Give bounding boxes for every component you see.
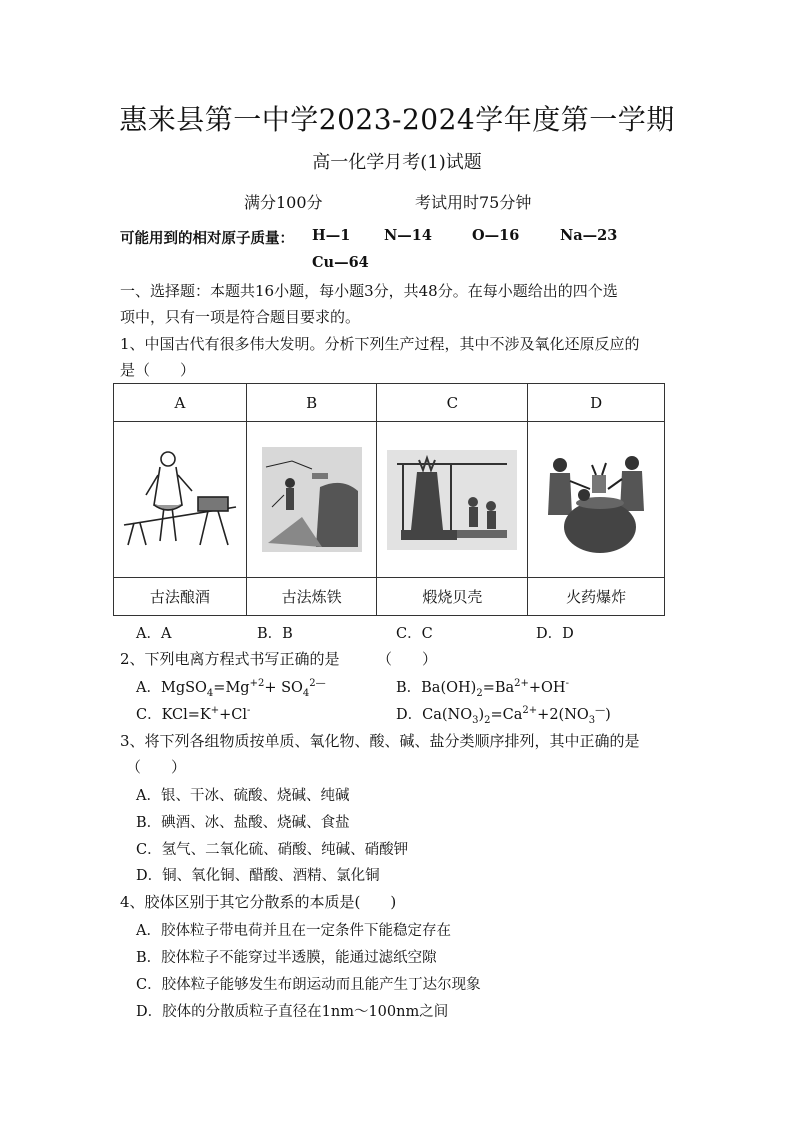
time-limit: 考试用时75分钟	[415, 193, 532, 212]
full-score: 满分100分	[244, 193, 323, 212]
q4-option-b: B．胶体粒子不能穿过半透膜，能通过滤纸空隙	[136, 950, 437, 966]
q1-image-a	[114, 422, 247, 578]
q1-image-d	[528, 422, 665, 578]
q1-caption-b: 古法炼铁	[246, 578, 377, 616]
gunpowder-explosion-illustration-icon	[536, 445, 656, 555]
q1-image-b	[246, 422, 377, 578]
q1-header-a: A	[114, 384, 247, 422]
q4-option-d: D．胶体的分散质粒子直径在1nm～100nm之间	[136, 1004, 449, 1020]
q2-option-a: A．$MgSO_4=Mg^{+2}+ SO_4^{2—}$	[136, 678, 326, 699]
q4-stem: 4、胶体区别于其它分散系的本质是( )	[120, 893, 397, 911]
atomic-mass-na: Na—23	[560, 227, 618, 244]
q1-stem-line2: 是（ ）	[120, 361, 196, 379]
q3-stem-line2: （ ）	[126, 758, 187, 776]
q1-table-header-row	[114, 384, 665, 422]
atomic-mass-cu: Cu—64	[312, 254, 369, 271]
q1-header-b: B	[246, 384, 377, 422]
atomic-mass-n: N—14	[384, 227, 432, 244]
q1-caption-a: 古法酿酒	[114, 578, 247, 616]
q1-header-d: D	[528, 384, 665, 422]
q2-option-d: D．$Ca(NO_3)_2=Ca^{2+}+2(NO_3^—)$	[396, 705, 611, 726]
atomic-mass-label: 可能用到的相对原子质量：	[120, 230, 294, 247]
q1-option-d: D．D	[536, 626, 574, 642]
q2-option-b: B．$Ba(OH)_2=Ba^{2+}+OH^-$	[396, 678, 569, 699]
q3-option-a: A．银、干冰、硫酸、烧碱、纯碱	[136, 788, 350, 804]
q3-stem-line1: 3、将下列各组物质按单质、氧化物、酸、碱、盐分类顺序排列，其中正确的是	[120, 732, 640, 750]
q1-header-c: C	[377, 384, 528, 422]
q1-table-caption-row	[114, 578, 665, 616]
q1-option-b: B．B	[257, 626, 293, 642]
exam-title: 惠来县第一中学2023-2024学年度第一学期	[119, 103, 675, 136]
q1-caption-c: 煅烧贝壳	[377, 578, 528, 616]
atomic-mass-o: O—16	[472, 227, 520, 244]
q4-option-c: C．胶体粒子能够发生布朗运动而且能产生丁达尔现象	[136, 977, 481, 993]
q1-option-a: A．A	[136, 626, 172, 642]
q1-option-c: C．C	[396, 626, 433, 642]
q4-option-a: A．胶体粒子带电荷并且在一定条件下能稳定存在	[136, 923, 451, 939]
exam-subtitle: 高一化学月考(1)试题	[312, 152, 482, 173]
q3-option-b: B．碘酒、冰、盐酸、烧碱、食盐	[136, 815, 350, 831]
q3-option-c: C．氢气、二氧化硫、硝酸、纯碱、硝酸钾	[136, 842, 409, 858]
q3-option-d: D．铜、氧化铜、醋酸、酒精、氯化铜	[136, 868, 380, 884]
q1-table	[113, 383, 665, 616]
q1-table-image-row	[114, 422, 665, 578]
ancient-ironmaking-illustration-icon	[262, 447, 362, 552]
q1-image-c	[377, 422, 528, 578]
q1-caption-d: 火药爆炸	[528, 578, 665, 616]
atomic-mass-h: H—1	[312, 227, 351, 244]
ancient-brewing-illustration-icon	[120, 445, 240, 555]
q2-option-c: C．KCl=K++Cl-	[136, 705, 251, 723]
section-instruction-line1: 一、选择题：本题共16小题，每小题3分，共48分。在每小题给出的四个选	[120, 282, 618, 300]
q1-stem-line1: 1、中国古代有很多伟大发明。分析下列生产过程，其中不涉及氧化还原反应的	[120, 335, 640, 353]
shell-calcination-illustration-icon	[387, 450, 517, 550]
section-instruction-line2: 项中，只有一项是符合题目要求的。	[120, 308, 361, 326]
q2-stem: 2、下列电离方程式书写正确的是 （ ）	[120, 650, 438, 668]
